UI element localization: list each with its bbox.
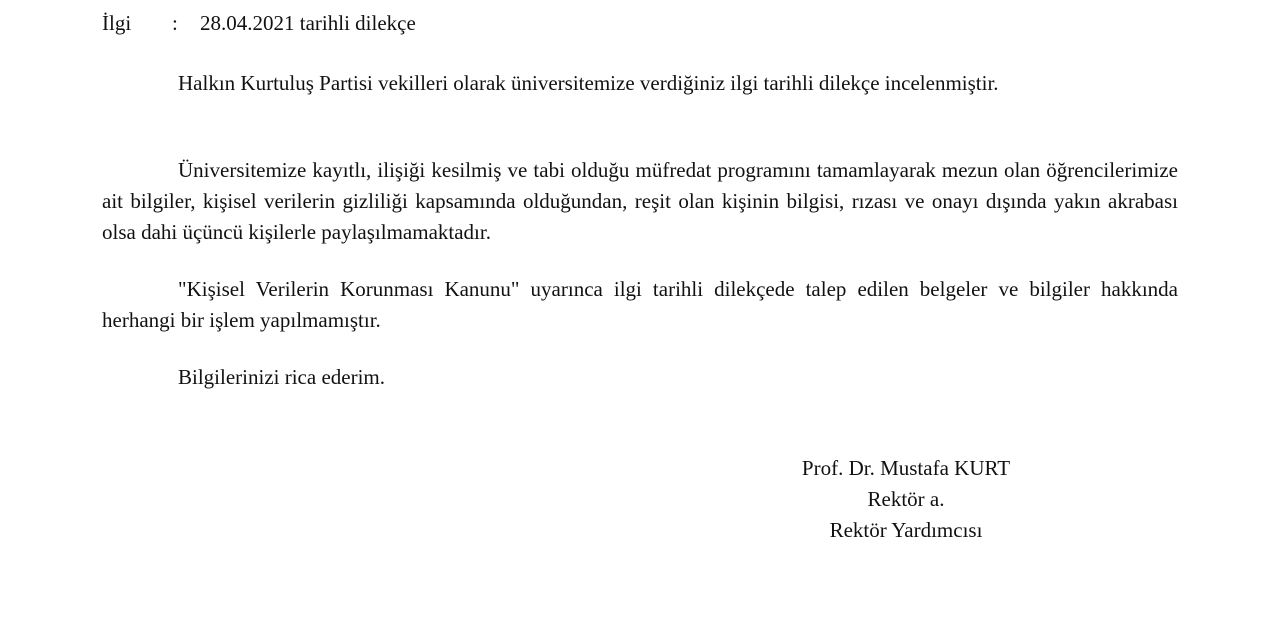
reference-value: 28.04.2021 tarihli dilekçe [200,11,416,35]
signature-block [760,453,1052,546]
body-paragraph-1: Halkın Kurtuluş Partisi vekilleri olarak üniversitemize verdiğiniz ilgi tarihli dilekçe incelenmiştir. [178,71,999,95]
reference-line [102,8,416,38]
body-paragraph-2: Üniversitemize kayıtlı, ilişiği kesilmiş ve tabi olduğu müfredat programını tamamlayarak mezun olan öğrencilerimize ait bilgiler, kişisel verilerin gizliliği kapsamında olduğundan, reşit olan kişinin bilgisi, rızası ve onayı dışında yakın akrabası olsa dahi üçüncü kişilerle paylaşılmamaktadır. [102,158,1178,244]
reference-separator: : [172,11,178,35]
reference-label: İlgi [102,11,132,35]
body-paragraph-3: "Kişisel Verilerin Korunması Kanunu" uyarınca ilgi tarihli dilekçede talep edilen belgeler ve bilgiler hakkında herhangi bir işlem yapılmamıştır. [102,277,1178,332]
signatory-name: Prof. Dr. Mustafa KURT [801,456,1011,480]
signatory-title: Rektör a. [867,487,945,511]
signatory-position: Rektör Yardımcısı [829,518,983,542]
closing-paragraph: Bilgilerinizi rica ederim. [178,365,386,389]
